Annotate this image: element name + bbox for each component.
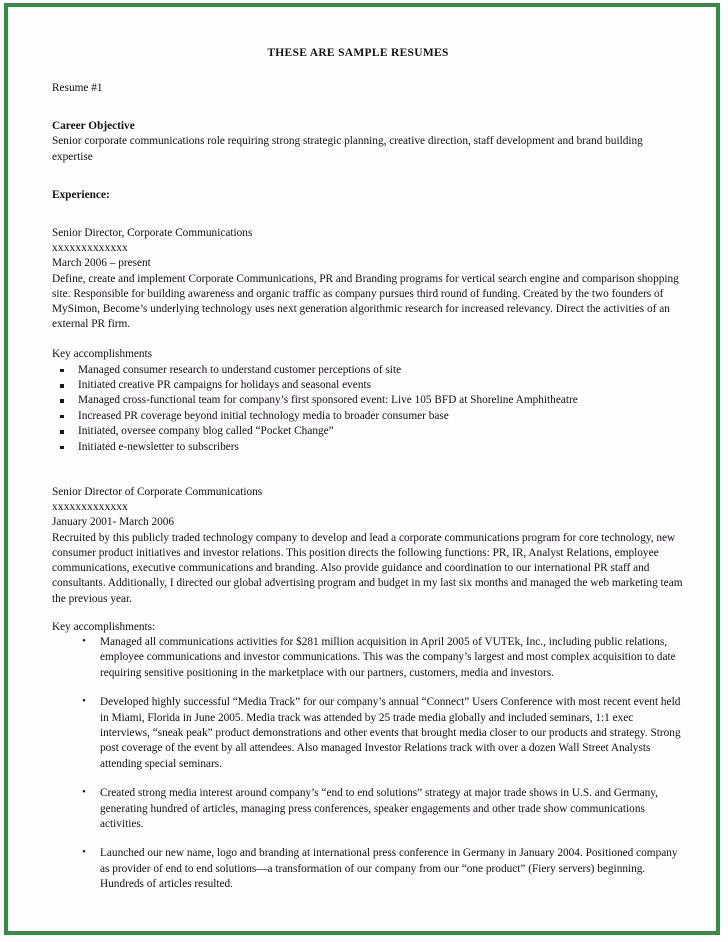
- resume-number-label: Resume #1: [52, 82, 103, 94]
- job-dates: March 2006 – present: [52, 257, 151, 270]
- list-item: Initiated e-newsletter to subscribers: [52, 440, 684, 455]
- accomplishments-heading: Key accomplishments:: [52, 620, 156, 633]
- experience-job-entry: [52, 485, 684, 893]
- job-description: Recruited by this publicly traded technology company to develop and lead a corporate communications program for core technology, new consumer product initiatives and investor relations. This position directs the following functions: PR, IR, Analyst Relations, employee communications, executive communications and branding. Also provide guidance and coordination to our international PR staff and consultants. Additionally, I directed our global advertising program and budget in my last six months and managed the web marketing team the previous year.: [52, 531, 683, 605]
- document-page-border: [4, 3, 720, 935]
- list-item: • Launched our new name, logo and branding at international press conference in Germany in January 2004. Positioned company as provider of end to end solutions—a transformation of our company from our “one product” (Fiery servers) beginning. Hundreds of articles resulted.: [52, 846, 684, 892]
- job-company-redacted: xxxxxxxxxxxxx: [52, 242, 129, 255]
- list-item: Managed consumer research to understand customer perceptions of site: [52, 363, 684, 378]
- job-title: Senior Director, Corporate Communications: [52, 227, 253, 240]
- list-item: Increased PR coverage beyond initial technology media to broader consumer base: [52, 409, 684, 424]
- section-heading-experience: Experience:: [52, 188, 110, 201]
- list-item: • Created strong media interest around company’s “end to end solutions” strategy at major trade shows in U.S. and Germany, generating hundred of articles, managing press conferences, speaker engagements and other trade show communications activities.: [52, 786, 684, 832]
- accomplishments-heading: Key accomplishments: [52, 348, 153, 361]
- document-content: [52, 47, 684, 893]
- document-title: THESE ARE SAMPLE RESUMES: [267, 47, 449, 59]
- accomplishments-list: [52, 363, 684, 455]
- job-title: Senior Director of Corporate Communications: [52, 486, 263, 499]
- accomplishments-list: [52, 635, 684, 893]
- career-objective-body: Senior corporate communications role requiring strong strategic planning, creative direction, staff development and brand building expertise: [52, 135, 643, 163]
- experience-job-entry: [52, 226, 684, 455]
- job-company-redacted: xxxxxxxxxxxxx: [52, 501, 129, 514]
- job-dates: January 2001- March 2006: [52, 516, 175, 529]
- job-description: Define, create and implement Corporate Communications, PR and Branding programs for vertical search engine and comparison shopping site. Responsible for building awareness and organic traffic as company pursues third round of funding. Created by the two founders of MySimon, Become’s underlying technology uses next generation algorithmic research for increased relevancy. Direct the activities of an external PR firm.: [52, 272, 679, 331]
- list-item: Initiated, oversee company blog called “Pocket Change”: [52, 424, 684, 439]
- list-item: Initiated creative PR campaigns for holidays and seasonal events: [52, 378, 684, 393]
- list-item: • Managed all communications activities for $281 million acquisition in April 2005 of VUTEk, Inc., including public relations, employee communications and investor communications. This was the company’s largest and most complex acquisition to date requiring sensitive positioning in the marketplace with our partners, customers, media and investors.: [52, 635, 684, 681]
- list-item: • Developed highly successful “Media Track” for our company’s annual “Connect” Users Conference with most recent event held in Miami, Florida in June 2005. Media track was attended by 25 trade media globally and included seminars, 1:1 exec interviews, “sneak peak” product demonstrations and other events that brought media closer to our products and strategy. Strong post coverage of the event by all attendees. Also managed Investor Relations track with over a dozen Wall Street Analysts attending special seminars.: [52, 695, 684, 772]
- section-heading-career-objective: Career Objective: [52, 120, 135, 133]
- list-item: Managed cross-functional team for company’s first sponsored event: Live 105 BFD at Shoreline Amphitheatre: [52, 393, 684, 408]
